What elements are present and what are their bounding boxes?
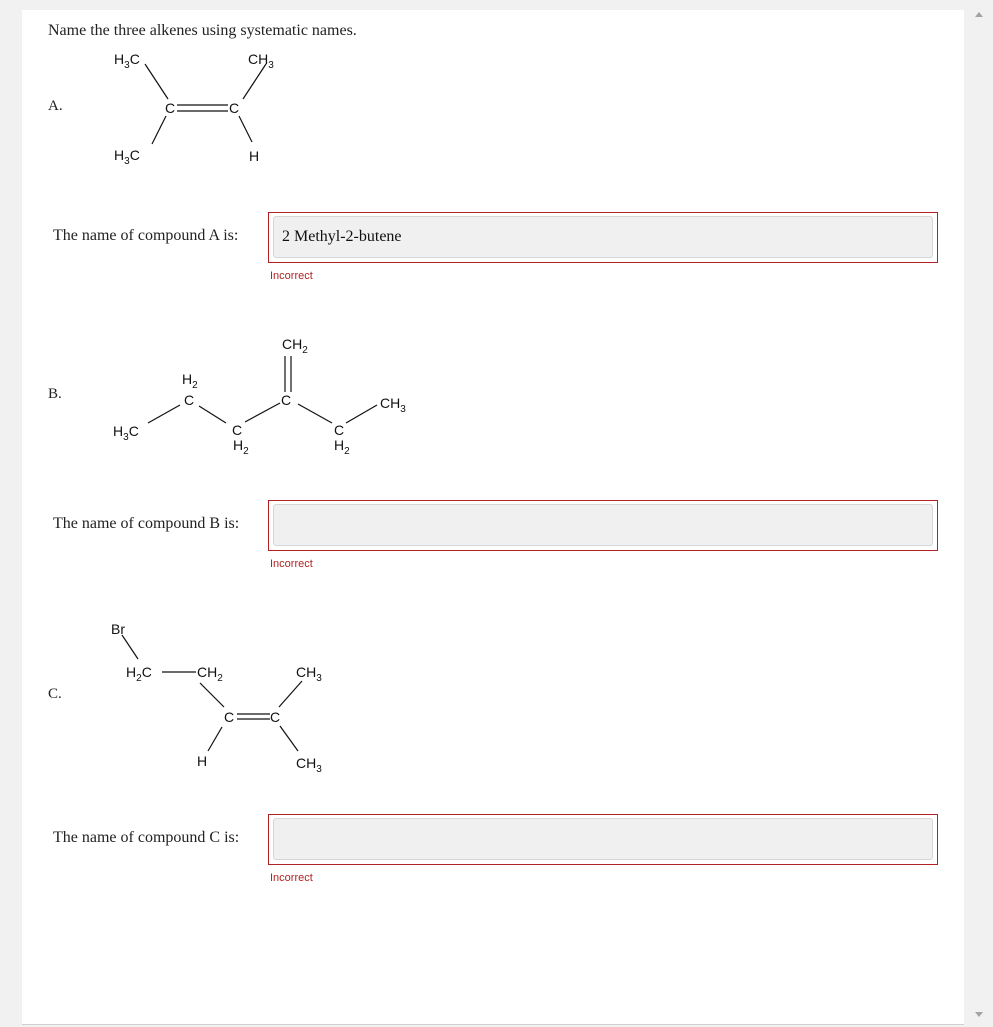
bond xyxy=(245,403,280,422)
atom-c1: C xyxy=(184,392,195,408)
bond xyxy=(200,683,224,707)
bond xyxy=(298,404,332,423)
atom-c-left: C xyxy=(224,709,235,725)
atom-c-right: C xyxy=(270,709,281,725)
compound-a-label: A. xyxy=(48,98,63,114)
bond xyxy=(199,406,226,423)
bond xyxy=(346,405,377,423)
atom-ch3: $CH_3$ xyxy=(380,395,406,415)
atom-c-left: C xyxy=(165,100,176,116)
compound-c-prompt: The name of compound C is: xyxy=(53,829,240,846)
atom-ch2: $CH_2$ xyxy=(197,664,223,684)
page-scrollbar[interactable] xyxy=(969,0,993,1027)
compound-a-answer-box xyxy=(268,212,938,263)
bond xyxy=(152,116,166,144)
atom-h2-1: $H_2$ xyxy=(182,371,198,391)
atom-c2: C xyxy=(281,392,292,408)
atom-c3: C xyxy=(232,422,243,438)
compound-a-answer-input[interactable] xyxy=(273,216,933,258)
compound-c-label: C. xyxy=(48,686,62,702)
bond xyxy=(208,727,222,751)
atom-h2-2: $H_2$ xyxy=(233,437,249,457)
scroll-down-icon[interactable] xyxy=(975,1012,983,1017)
atom-h3c: $H_3C$ xyxy=(113,423,139,443)
scroll-up-icon[interactable] xyxy=(975,12,983,17)
bond xyxy=(243,64,266,99)
atom-h: H xyxy=(197,753,208,769)
compound-c-answer-input[interactable] xyxy=(273,818,933,860)
compound-b-answer-box xyxy=(268,500,938,551)
compound-c-status: Incorrect xyxy=(270,872,313,884)
compound-a-prompt: The name of compound A is: xyxy=(53,227,239,244)
atom-ch3-top: $CH_3$ xyxy=(248,51,274,71)
compound-b-label: B. xyxy=(48,386,62,402)
atom-c-right: C xyxy=(229,100,240,116)
compound-b-status: Incorrect xyxy=(270,558,313,570)
compound-a-structure xyxy=(100,44,300,174)
bond xyxy=(148,405,180,423)
bond xyxy=(279,681,302,707)
bond xyxy=(280,726,298,751)
atom-ch3-top: $CH_3$ xyxy=(296,664,322,684)
atom-ch2-top: $CH_2$ xyxy=(282,336,308,356)
compound-b-prompt: The name of compound B is: xyxy=(53,515,240,532)
question-prompt: Name the three alkenes using systematic names. xyxy=(48,22,357,39)
compound-c-structure xyxy=(100,615,340,775)
atom-h3c-bottom: $H_3C$ xyxy=(114,147,140,167)
atom-h2c: $H_2C$ xyxy=(126,664,152,684)
atom-c4: C xyxy=(334,422,345,438)
atom-h2-4: $H_2$ xyxy=(334,437,350,457)
bond xyxy=(122,635,138,659)
compound-b-structure xyxy=(100,330,440,470)
atom-br: Br xyxy=(111,621,125,637)
atom-ch3-bottom: $CH_3$ xyxy=(296,755,322,775)
bond xyxy=(145,64,168,99)
compound-b-answer-input[interactable] xyxy=(273,504,933,546)
compound-c-answer-box xyxy=(268,814,938,865)
bond xyxy=(239,116,252,142)
compound-a-status: Incorrect xyxy=(270,270,313,282)
atom-h3c-top: $H_3C$ xyxy=(114,51,140,71)
atom-h-bottom: H xyxy=(249,148,260,164)
